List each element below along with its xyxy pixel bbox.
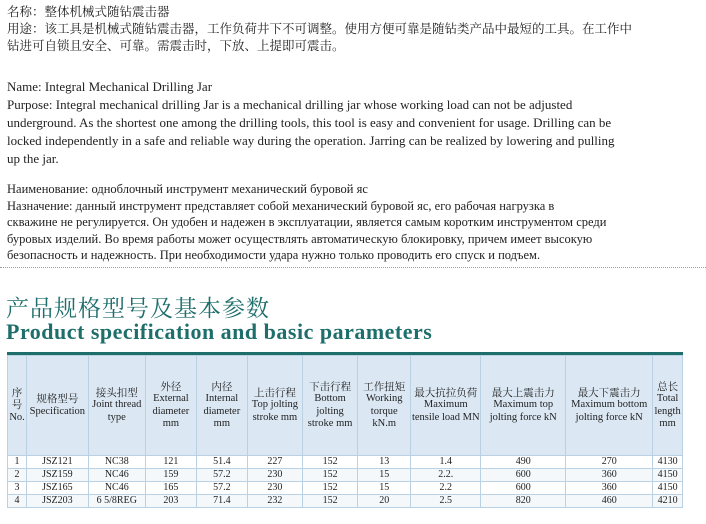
column-header [8, 356, 27, 456]
en-purpose-line-3: locked independently in a safe and reliable way during the operation. Jarring can be realized by lowering and pulling [7, 133, 615, 148]
column-header-cn: 外径 [160, 380, 182, 393]
table-cell: JSZ203 [27, 495, 89, 508]
chinese-description [7, 3, 703, 54]
table-cell: 13 [358, 456, 411, 469]
column-header-en: No. [9, 411, 25, 423]
column-header [566, 356, 653, 456]
column-header-en: Working torque kN.m [365, 393, 403, 429]
table-cell: 600 [481, 482, 566, 495]
table-row [8, 495, 683, 508]
en-purpose-line-4: up the jar. [7, 151, 59, 166]
cn-purpose-line-1: 用途：该工具是机械式随钻震击器，工作负荷井下不可调整。使用方便可靠是随钻类产品中最短的工具。在工作中 [7, 21, 633, 36]
spec-table [7, 355, 683, 508]
column-header-cn: 上击行程 [253, 386, 296, 399]
table-cell: JSZ165 [27, 482, 89, 495]
table-cell: NC38 [88, 456, 145, 469]
table-cell: 460 [566, 495, 653, 508]
column-header [653, 356, 683, 456]
column-header-en: Internal diameter mm [203, 393, 241, 429]
table-cell: 820 [481, 495, 566, 508]
table-cell: NC46 [88, 469, 145, 482]
table-cell: 490 [481, 456, 566, 469]
table-cell: 57.2 [196, 482, 247, 495]
table-cell: JSZ121 [27, 456, 89, 469]
column-header-cn: 接头扣型 [95, 386, 138, 399]
column-header-cn: 总长 [657, 380, 679, 393]
ru-purpose-line-4: безопасность и надежность. При необходимости удара нужно только проводить его спуск и подъем. [7, 248, 541, 262]
column-header-cn: 序号 [11, 386, 23, 412]
en-purpose-line-2: underground. As the shortest one among the drilling tools, this tool is easy and convenient for usage. Drilling can be [7, 115, 612, 130]
table-cell: 2.5 [411, 495, 481, 508]
column-header [358, 356, 411, 456]
table-cell: 71.4 [196, 495, 247, 508]
column-header-en: Joint thread type [92, 399, 142, 423]
table-cell: NC46 [88, 482, 145, 495]
table-row [8, 482, 683, 495]
en-purpose-line-1: Purpose: Integral mechanical drilling Jar is a mechanical drilling jar whose working load can not be adjusted [7, 97, 573, 112]
table-cell: 1.4 [411, 456, 481, 469]
section-title-english: Product specification and basic parameters [6, 319, 433, 344]
table-cell: 152 [303, 495, 358, 508]
column-header [27, 356, 89, 456]
table-cell: 4130 [653, 456, 683, 469]
table-cell: 3 [8, 482, 27, 495]
ru-purpose-line-1: Назначение: данный инструмент представляет собой механический буровой яс, его рабочая нагрузка в [7, 198, 555, 213]
table-cell: 360 [566, 482, 653, 495]
column-header [247, 356, 302, 456]
ru-name-line: Наименование: одноблочный инструмент механический буровой яс [7, 182, 368, 196]
table-cell: 2.2. [411, 469, 481, 482]
table-cell: 270 [566, 456, 653, 469]
table-cell: 227 [247, 456, 302, 469]
column-header-en: Bottom jolting stroke mm [307, 393, 353, 429]
column-header-en: Maximum top jolting force kN [489, 399, 557, 423]
table-cell: 2.2 [411, 482, 481, 495]
table-cell: 230 [247, 469, 302, 482]
english-description [7, 78, 697, 168]
column-header-cn: 最大抗拉负荷 [414, 386, 478, 399]
table-cell: 4 [8, 495, 27, 508]
column-header-cn: 最大下震击力 [577, 386, 641, 399]
cn-purpose-line-2: 钻进可自锁且安全、可靠。需震击时，下放、上提即可震击。 [7, 38, 345, 53]
table-cell: 6 5/8REG [88, 495, 145, 508]
table-cell: 2 [8, 469, 27, 482]
table-cell: 360 [566, 469, 653, 482]
table-cell: 159 [145, 469, 196, 482]
column-header [145, 356, 196, 456]
russian-description [7, 181, 699, 264]
table-cell: 4210 [653, 495, 683, 508]
table-cell: 121 [145, 456, 196, 469]
table-cell: 230 [247, 482, 302, 495]
table-header-row [8, 356, 683, 456]
table-cell: 20 [358, 495, 411, 508]
table-cell: 57.2 [196, 469, 247, 482]
column-header [88, 356, 145, 456]
column-header-en: Maximum bottom jolting force kN [571, 399, 648, 423]
column-header [303, 356, 358, 456]
column-header-cn: 最大上震击力 [491, 386, 555, 399]
table-cell: 152 [303, 482, 358, 495]
table-cell: 232 [247, 495, 302, 508]
section-title-chinese: 产品规格型号及基本参数 [6, 296, 270, 322]
column-header-en: Total length mm [654, 393, 681, 429]
table-body [8, 456, 683, 508]
table-cell: 15 [358, 482, 411, 495]
table-cell: 4150 [653, 482, 683, 495]
column-header [411, 356, 481, 456]
column-header-en: Maximum tensile load MN [411, 399, 480, 423]
table-cell: 152 [303, 469, 358, 482]
column-header-en: Top jolting stroke mm [251, 399, 299, 423]
table-cell: 165 [145, 482, 196, 495]
column-header [196, 356, 247, 456]
table-cell: 4150 [653, 469, 683, 482]
table-cell: 203 [145, 495, 196, 508]
section-divider [0, 267, 706, 268]
en-name-line: Name: Integral Mechanical Drilling Jar [7, 79, 213, 94]
cn-name-line: 名称：整体机械式随钻震击器 [7, 4, 170, 19]
table-row [8, 469, 683, 482]
table-cell: 1 [8, 456, 27, 469]
table-cell: 600 [481, 469, 566, 482]
column-header-cn: 工作扭矩 [363, 380, 406, 393]
table-cell: JSZ159 [27, 469, 89, 482]
table-cell: 51.4 [196, 456, 247, 469]
column-header [481, 356, 566, 456]
column-header-en: External diameter mm [152, 393, 190, 429]
ru-purpose-line-3: буровых изделий. Во время работы может осуществлять автоматическую блокировку, причем имеет высокую [7, 231, 593, 246]
table-cell: 152 [303, 456, 358, 469]
column-header-cn: 内径 [211, 380, 233, 393]
column-header-en: Specification [29, 405, 86, 417]
table-row [8, 456, 683, 469]
column-header-cn: 规格型号 [36, 393, 79, 405]
column-header-cn: 下击行程 [309, 380, 352, 393]
table-cell: 15 [358, 469, 411, 482]
ru-purpose-line-2: скважине не регулируется. Он удобен и надежен в эксплуатации, является самым коротким инструментом среди [7, 215, 607, 229]
